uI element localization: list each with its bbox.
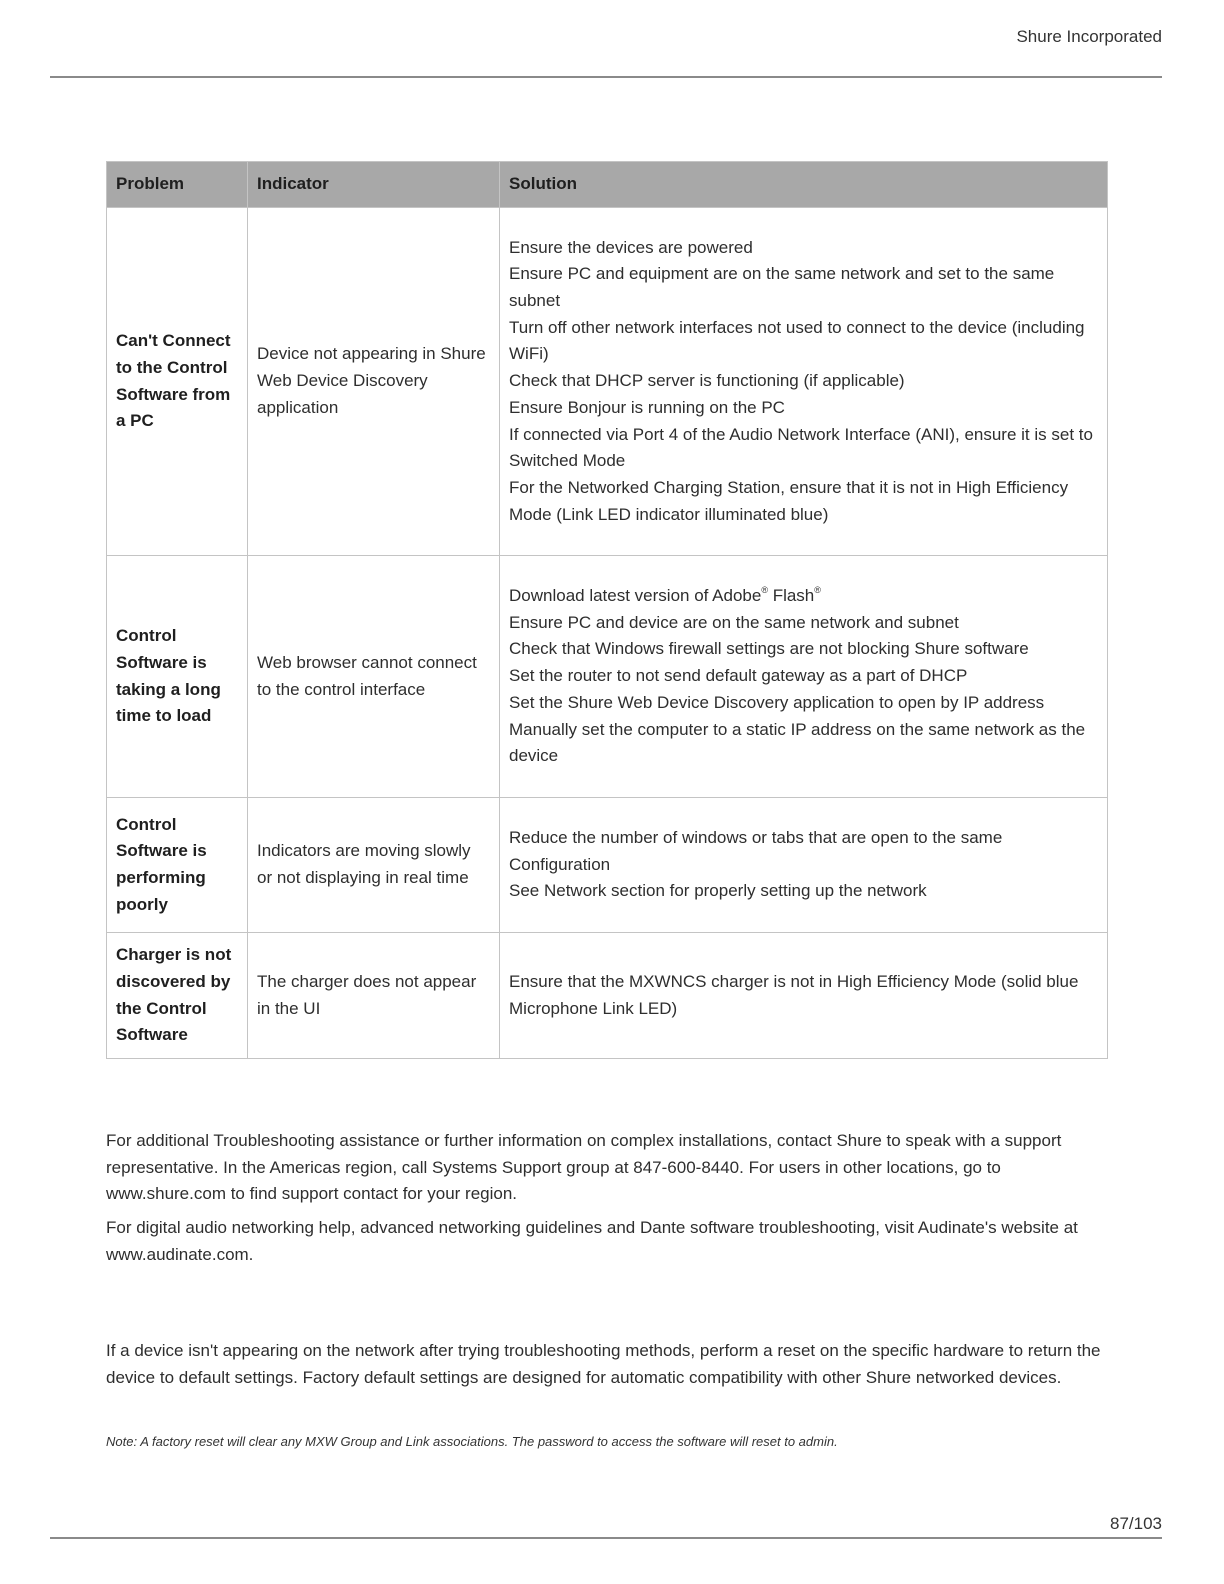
solution-line: Check that DHCP server is functioning (if applicable) [509,371,905,391]
troubleshooting-table [106,161,1108,1059]
solution-line: Ensure the devices are powered [509,237,753,257]
problem-cell: Can't Connect to the Control Software from a PC [107,208,248,556]
solution-line: Check that Windows firewall settings are not blocking Shure software [509,639,1029,659]
indicator-cell: The charger does not appear in the UI [248,933,500,1059]
table-row [107,556,1108,798]
problem-cell: Control Software is taking a long time to load [107,556,248,798]
column-header-problem: Problem [107,162,248,208]
solution-line: Reduce the number of windows or tabs that are open to the same Configuration [509,827,1003,874]
indicator-cell: Web browser cannot connect to the control interface [248,556,500,798]
factory-reset-note: Note: A factory reset will clear any MXW Group and Link associations. The password to access the software will reset to admin. [106,1434,838,1449]
solution-text: Flash [767,586,815,606]
table-header-row [107,162,1108,208]
problem-cell: Charger is not discovered by the Control Software [107,933,248,1059]
header-divider [50,76,1162,78]
registered-mark: ® [761,585,768,596]
support-paragraph: For additional Troubleshooting assistance or further information on complex installations, contact Shure to speak with a support representative. In the Americas region, call Systems Support group at 847-600-8440. For users in other locations, go to www.shure.com to find support contact for your region. [106,1131,1062,1204]
solution-line: Ensure PC and equipment are on the same network and set to the same subnet [509,264,1055,311]
table-row [107,208,1108,556]
solution-line: Set the Shure Web Device Discovery application to open by IP address [509,692,1045,712]
solution-line-adobe-flash [509,583,1098,610]
solution-cell [500,556,1108,798]
audinate-paragraph: For digital audio networking help, advanced networking guidelines and Dante software troubleshooting, visit Audinate's website at www.audinate.com. [106,1218,1078,1264]
solution-line: Ensure PC and device are on the same network and subnet [509,612,959,632]
registered-mark: ® [814,585,821,596]
indicator-cell: Indicators are moving slowly or not displaying in real time [248,798,500,933]
header-company-name: Shure Incorporated [1016,27,1162,46]
solution-line: See Network section for properly setting up the network [509,881,927,901]
reset-paragraph: If a device isn't appearing on the network after trying troubleshooting methods, perform a reset on the specific hardware to return the device to default settings. Factory default settings are designed for automatic compatibility with other Shure networked devices. [106,1341,1101,1387]
solution-text: Download latest version of Adobe [509,586,762,606]
footer-divider [50,1537,1162,1539]
solution-line: Turn off other network interfaces not used to connect to the device (including WiFi) [509,317,1085,364]
problem-cell: Control Software is performing poorly [107,798,248,933]
solution-line: Manually set the computer to a static IP address on the same network as the device [509,719,1086,766]
solution-line: Ensure that the MXWNCS charger is not in High Efficiency Mode (solid blue Microphone Link LED) [509,971,1079,1018]
table-row [107,933,1108,1059]
solution-line: If connected via Port 4 of the Audio Network Interface (ANI), ensure it is set to Switched Mode [509,424,1093,471]
solution-line: Ensure Bonjour is running on the PC [509,397,785,417]
solution-cell [500,208,1108,556]
table-row [107,798,1108,933]
solution-line: For the Networked Charging Station, ensure that it is not in High Efficiency Mode (Link LED indicator illuminated blue) [509,477,1069,524]
column-header-solution: Solution [500,162,1108,208]
column-header-indicator: Indicator [248,162,500,208]
solution-cell [500,933,1108,1059]
indicator-cell: Device not appearing in Shure Web Device Discovery application [248,208,500,556]
solution-line: Set the router to not send default gateway as a part of DHCP [509,666,968,686]
solution-cell [500,798,1108,933]
page-number: 87/103 [1110,1514,1162,1533]
